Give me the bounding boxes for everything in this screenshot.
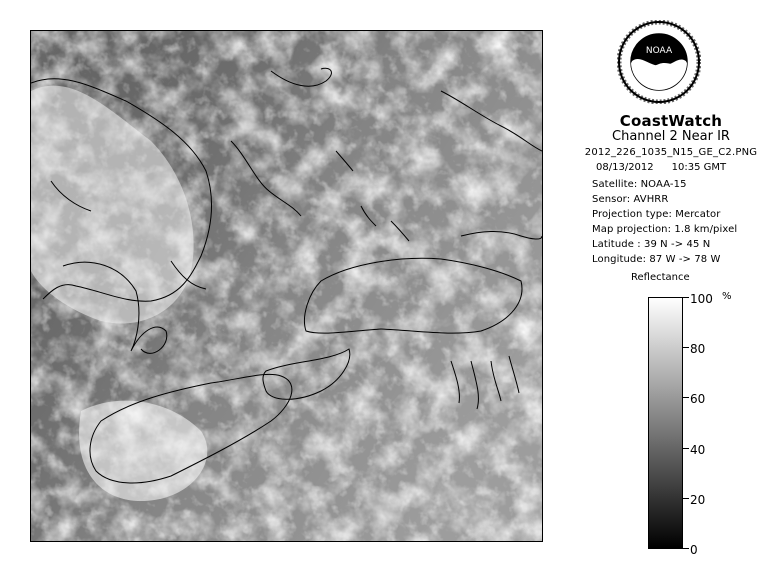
colorbar-tick	[683, 397, 689, 398]
longitude-info: Longitude: 87 W -> 78 W	[592, 254, 721, 265]
colorbar-tick	[683, 297, 689, 298]
satellite-image	[30, 30, 543, 542]
colorbar-tick-label: 0	[690, 543, 698, 557]
colorbar-tick-label: 40	[690, 443, 706, 457]
file-name: 2012_226_1035_N15_GE_C2.PNG	[584, 147, 758, 158]
noaa-logo	[617, 20, 701, 104]
colorbar	[648, 297, 683, 549]
colorbar-tick	[683, 448, 689, 449]
acquisition-time: 10:35 GMT	[671, 162, 727, 173]
acquisition-date: 08/13/2012	[596, 162, 654, 173]
channel-label: Channel 2 Near IR	[612, 129, 730, 144]
colorbar-label: Reflectance	[631, 272, 690, 283]
logo-text: NOAA	[645, 46, 673, 56]
map-projection-info: Map projection: 1.8 km/pixel	[592, 224, 738, 235]
colorbar-unit: %	[722, 291, 732, 302]
colorbar-tick-label: 100	[690, 292, 713, 306]
colorbar-tick	[683, 498, 689, 499]
metadata-list	[592, 177, 737, 267]
colorbar-tick-label: 80	[690, 342, 706, 356]
colorbar-tick	[683, 347, 689, 348]
satellite-info: Satellite: NOAA-15	[592, 179, 687, 190]
product-title: CoastWatch	[619, 112, 723, 130]
colorbar-tick	[683, 548, 689, 549]
colorbar-tick-label: 20	[690, 493, 706, 507]
sensor-info: Sensor: AVHRR	[592, 194, 669, 205]
acquisition-datetime	[596, 162, 726, 173]
satellite-image-svg	[31, 31, 542, 541]
latitude-info: Latitude : 39 N -> 45 N	[592, 239, 711, 250]
projection-type-info: Projection type: Mercator	[592, 209, 721, 220]
colorbar-tick-label: 60	[690, 392, 706, 406]
